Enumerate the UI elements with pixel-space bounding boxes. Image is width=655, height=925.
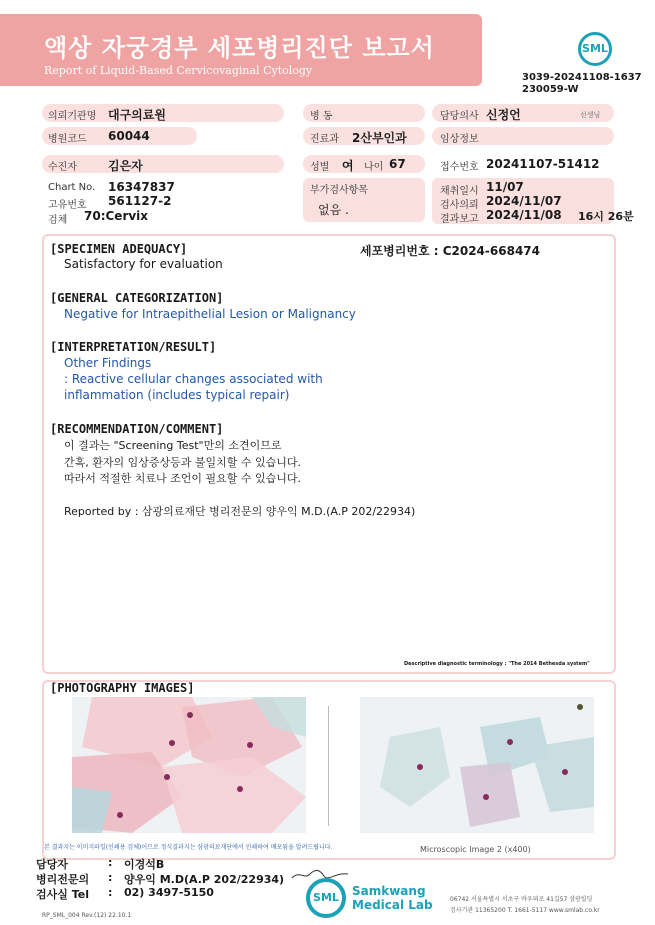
form-number: RP_SML_004 Rev.(12) 22.10.1 xyxy=(42,912,132,919)
brand-name xyxy=(352,884,433,912)
unique-label: 고유번호 xyxy=(48,200,87,211)
pathologist-value: 양우익 M.D(A.P 202/22934) xyxy=(124,873,285,886)
terminology-note: Descriptive diagnostic terminology : "The 2014 Bethesda system" xyxy=(404,661,590,667)
patient-label: 수진자 xyxy=(48,162,77,173)
interpretation-line1: Other Findings xyxy=(64,356,152,370)
recommendation-heading: [RECOMMENDATION/COMMENT] xyxy=(50,422,224,436)
result-value: 2024/11/08 xyxy=(486,208,562,222)
manager-colon: : xyxy=(108,856,113,869)
collect-label: 채취일시 xyxy=(440,186,479,197)
clinical-label: 임상정보 xyxy=(440,134,479,145)
institution-label: 의뢰기관명 xyxy=(48,111,97,122)
report-number xyxy=(522,72,642,96)
microscopic-image-1 xyxy=(72,697,306,833)
brand-line2: Medical Lab xyxy=(352,898,433,912)
brand-line1: Samkwang xyxy=(352,884,426,898)
doctor-value: 신정언 xyxy=(486,108,521,122)
patient-value: 김은자 xyxy=(108,159,143,173)
interpretation-heading: [INTERPRETATION/RESULT] xyxy=(50,340,217,354)
extra-test-label: 부가검사항목 xyxy=(310,185,368,196)
reported-by: Reported by : 삼광의료재단 병리전문의 양우익 M.D.(A.P 202/22934) xyxy=(64,505,416,518)
result-label: 결과보고 xyxy=(440,214,479,225)
address-line1: 06742 서울특별시 서초구 바우뫼로 41길57 삼광빌딩 xyxy=(450,896,593,903)
cells-image-1 xyxy=(72,697,306,833)
report-number-line2: 230059-W xyxy=(522,84,579,95)
manager-value: 이경석B xyxy=(124,858,165,871)
hospital-code-label: 병원코드 xyxy=(48,134,87,145)
age-label: 나이 xyxy=(364,162,384,173)
footer-sml-logo: SML xyxy=(306,878,346,918)
manager-label: 담당자 xyxy=(36,858,68,871)
receipt-label: 접수번호 xyxy=(440,162,479,173)
general-text: Negative for Intraepithelial Lesion or Malignancy xyxy=(64,307,356,321)
chart-label: Chart No. xyxy=(48,182,96,193)
dept-value: 2산부인과 xyxy=(352,131,407,145)
lab-tel-label: 검사실 Tel xyxy=(36,888,89,901)
specimen-label: 검체 xyxy=(48,215,68,226)
recommendation-line3: 따라서 적절한 치료나 조언이 필요할 수 있습니다. xyxy=(64,472,301,485)
report-subtitle: Report of Liquid-Based Cervicovaginal Cytology xyxy=(44,64,313,77)
ward-label: 병 동 xyxy=(310,111,333,122)
specimen-value: 70:Cervix xyxy=(84,209,149,223)
recommendation-line1: 이 결과는 "Screening Test"만의 소견이므로 xyxy=(64,439,282,452)
receipt-value: 20241107-51412 xyxy=(486,157,600,171)
adequacy-text: Satisfactory for evaluation xyxy=(64,257,223,271)
request-value: 2024/11/07 xyxy=(486,194,562,208)
adequacy-heading: [SPECIMEN ADEQUACY] xyxy=(50,242,188,256)
interpretation-line2: : Reactive cellular changes associated with xyxy=(64,372,323,386)
report-title: 액상 자궁경부 세포병리진단 보고서 xyxy=(44,34,435,62)
report-number-line1: 3039-20241108-1637 xyxy=(522,72,642,83)
sex-value: 여 xyxy=(342,159,354,173)
doctor-label: 담당의사 xyxy=(440,111,479,122)
pathologist-colon: : xyxy=(108,871,113,884)
doctor-suffix: 선생님 xyxy=(580,111,601,119)
interpretation-line3: inflammation (includes typical repair) xyxy=(64,388,290,402)
photo-notice: 본 결과지는 이미지파일(인쇄용 검체)이므로 정식결과지는 삼광의료재단에서 인쇄하여 배포됨을 알려드립니다. xyxy=(44,844,333,851)
sex-label: 성별 xyxy=(310,162,330,173)
extra-test-value: 없음 . xyxy=(318,203,349,217)
photo-divider xyxy=(328,706,329,826)
patient-row xyxy=(42,155,284,173)
photo-caption-2: Microscopic Image 2 (x400) xyxy=(420,845,531,854)
photography-heading: [PHOTOGRAPHY IMAGES] xyxy=(50,681,195,695)
general-heading: [GENERAL CATEGORIZATION] xyxy=(50,291,224,305)
cells-image-2 xyxy=(360,697,594,833)
dept-label: 진료과 xyxy=(310,134,339,145)
recommendation-line2: 간혹, 환자의 임상증상등과 불일치할 수 있습니다. xyxy=(64,456,301,469)
hospital-code-value: 60044 xyxy=(108,129,150,143)
pathologist-label: 병리전문의 xyxy=(36,873,90,886)
request-label: 검사의뢰 xyxy=(440,200,479,211)
sml-logo: SML xyxy=(578,32,612,66)
lab-tel-colon: : xyxy=(108,886,113,899)
age-value: 67 xyxy=(389,157,406,171)
unique-value: 561127-2 xyxy=(108,194,172,208)
microscopic-image-2 xyxy=(360,697,594,833)
collect-value: 11/07 xyxy=(486,180,524,194)
lab-tel-value: 02) 3497-5150 xyxy=(124,886,214,899)
institution-value: 대구의료원 xyxy=(108,108,166,122)
chart-value: 16347837 xyxy=(108,180,175,194)
address-line2: 검사기관 11365200 T. 1661-5117 www.smlab.co.kr xyxy=(450,907,600,914)
result-time: 16시 26분 xyxy=(578,210,634,223)
cytology-number: 세포병리번호 : C2024-668474 xyxy=(360,244,540,258)
